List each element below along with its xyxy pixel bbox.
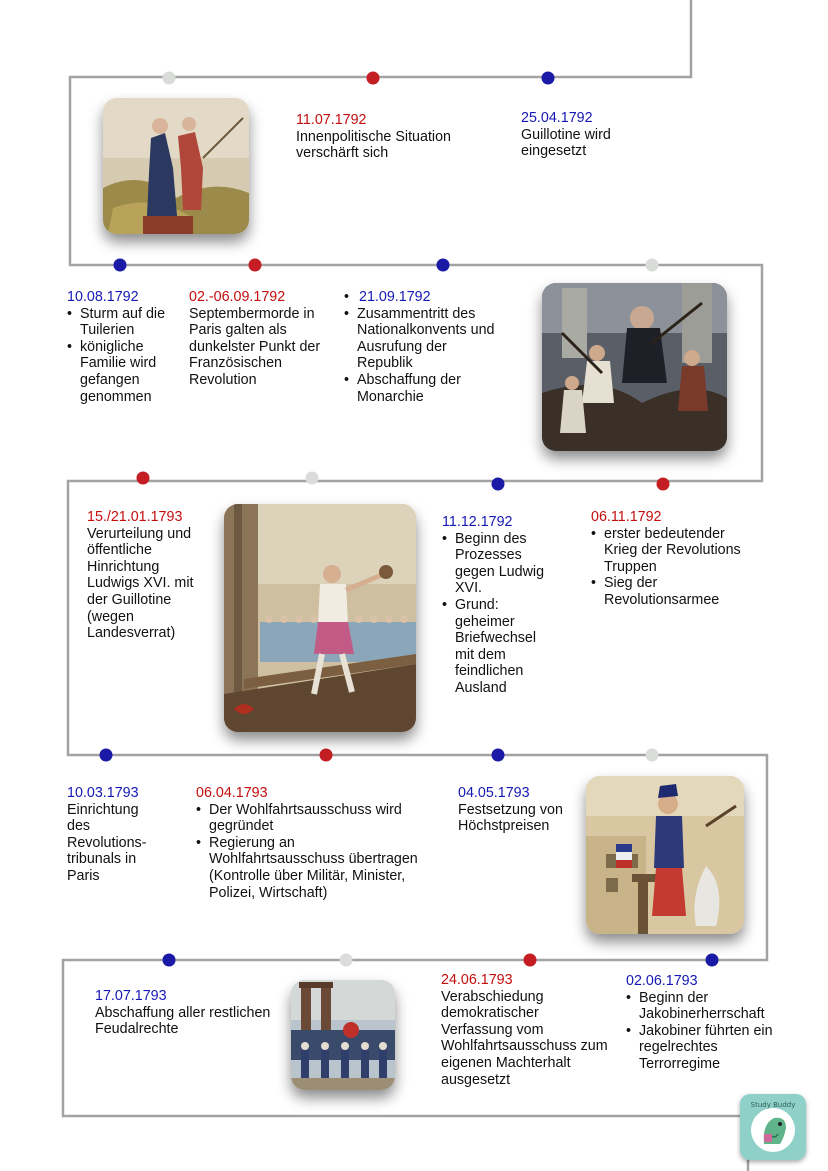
event-e8 <box>591 509 743 609</box>
event-date: 02.06.1793 <box>626 973 698 989</box>
event-date: 06.11.1792 <box>591 509 662 525</box>
event-bullet <box>344 306 504 372</box>
event-date-value: 21.09.1792 <box>359 289 431 305</box>
timeline-dot-gray <box>646 749 659 762</box>
event-e13 <box>441 972 611 1088</box>
event-bullets <box>442 531 554 697</box>
event-date: 06.04.1793 <box>196 785 268 801</box>
event-date: 02.-06.09.1792 <box>189 289 286 305</box>
painting-september-massacres-image <box>542 283 727 451</box>
dinosaur-icon <box>740 1094 806 1160</box>
timeline-dot-red <box>249 259 262 272</box>
event-date: 15./21.01.1793 <box>87 509 183 525</box>
timeline-dot-gray <box>306 472 319 485</box>
event-text: Septembermorde in Paris galten als dunkelster Punkt der Französischen Revolution <box>189 305 321 388</box>
event-e5 <box>344 289 504 405</box>
event-e14 <box>626 973 786 1073</box>
event-bullet: • königliche Familie wird gefangen genommen <box>67 339 179 405</box>
event-bullets <box>626 990 786 1073</box>
event-e4 <box>189 289 325 389</box>
timeline-dot-red <box>657 478 670 491</box>
event-bullets <box>344 306 504 406</box>
timeline-dot-blue <box>492 478 505 491</box>
event-date: 11.07.1792 <box>296 112 367 128</box>
event-e7 <box>442 514 554 697</box>
event-text: Abschaffung aller restlichen Feudalrechte <box>95 1004 271 1038</box>
event-bullets <box>591 526 743 609</box>
event-e12 <box>95 988 275 1038</box>
event-bullet: • Jakobiner führten ein regelrechtes Terrorregime <box>626 1023 786 1073</box>
timeline-dot-gray <box>163 72 176 85</box>
event-e2 <box>521 110 651 160</box>
event-text: Verabschiedung demokratischer Verfassung vom Wohlfahrtsausschuss zum eigenen Machterhalt ausgesetzt <box>441 988 608 1088</box>
event-e6 <box>87 509 215 642</box>
timeline-dot-gray <box>340 954 353 967</box>
timeline-dot-gray <box>646 259 659 272</box>
event-e1 <box>296 112 496 162</box>
caricature-jacobin-image <box>586 776 744 934</box>
event-bullet: • Grund: geheimer Briefwechsel mit dem feindlichen Ausland <box>442 597 554 697</box>
timeline-dot-blue <box>163 954 176 967</box>
event-date: 11.12.1792 <box>442 514 513 530</box>
timeline-dot-blue <box>706 954 719 967</box>
event-text: Einrichtung des Revolutions-tribunals in Paris <box>67 801 147 884</box>
timeline-dot-red <box>367 72 380 85</box>
timeline-dot-blue <box>100 749 113 762</box>
timeline-dot-blue <box>492 749 505 762</box>
event-bullet: • Sturm auf die Tuilerien <box>67 306 179 339</box>
timeline-dot-blue <box>542 72 555 85</box>
event-text: Festsetzung von Höchstpreisen <box>458 801 563 835</box>
event-bullet: • Beginn der Jakobinerherrschaft <box>626 990 786 1023</box>
study-buddy-logo <box>740 1094 806 1160</box>
event-bullet: • Abschaffung der Monarchie <box>344 372 504 405</box>
event-date: 10.03.1793 <box>67 785 139 801</box>
event-text: Verurteilung und öffentliche Hinrichtung Ludwigs XVI. mit der Guillotine (wegen Landesverrat) <box>87 525 194 642</box>
painting-guillotine-procession-image <box>291 980 395 1090</box>
event-bullet: • Beginn des Prozesses gegen Ludwig XVI. <box>442 531 554 597</box>
timeline-dot-blue <box>437 259 450 272</box>
event-e10 <box>196 785 426 901</box>
painting-allegory-image <box>103 98 249 234</box>
event-e3 <box>67 289 179 405</box>
timeline-dot-red <box>137 472 150 485</box>
event-date: 10.08.1792 <box>67 289 139 305</box>
event-text: Innenpolitische Situation verschärft sich <box>296 128 451 162</box>
event-e11 <box>458 785 568 835</box>
event-bullet: • Regierung an Wohlfahrtsausschuss übertragen (Kontrolle über Militär, Minister, Polizei, Wirtschaft) <box>196 835 426 901</box>
event-bullet: • Sieg der Revolutionsarmee <box>591 575 743 608</box>
timeline-dot-blue <box>114 259 127 272</box>
event-date: 17.07.1793 <box>95 988 167 1004</box>
event-bullet: • Der Wohlfahrtsausschuss wird gegründet <box>196 802 426 835</box>
event-bullets <box>67 306 179 406</box>
event-bullet-text: Zusammentritt des Nationalkonvents und Ausrufung der Republik <box>357 305 495 372</box>
painting-execution-louis-xvi-image <box>224 504 416 732</box>
event-date: • 21.09.1792 <box>344 289 431 305</box>
timeline-dot-red <box>524 954 537 967</box>
event-date: 24.06.1793 <box>441 972 513 988</box>
logo-text: Study Buddy <box>750 1101 796 1109</box>
event-bullet: • erster bedeutender Krieg der Revolutions Truppen <box>591 526 743 576</box>
event-date: 25.04.1792 <box>521 110 593 126</box>
timeline-dot-red <box>320 749 333 762</box>
event-text: Guillotine wird eingesetzt <box>521 126 611 160</box>
event-bullets <box>196 802 426 902</box>
event-date: 04.05.1793 <box>458 785 530 801</box>
event-e9 <box>67 785 165 885</box>
